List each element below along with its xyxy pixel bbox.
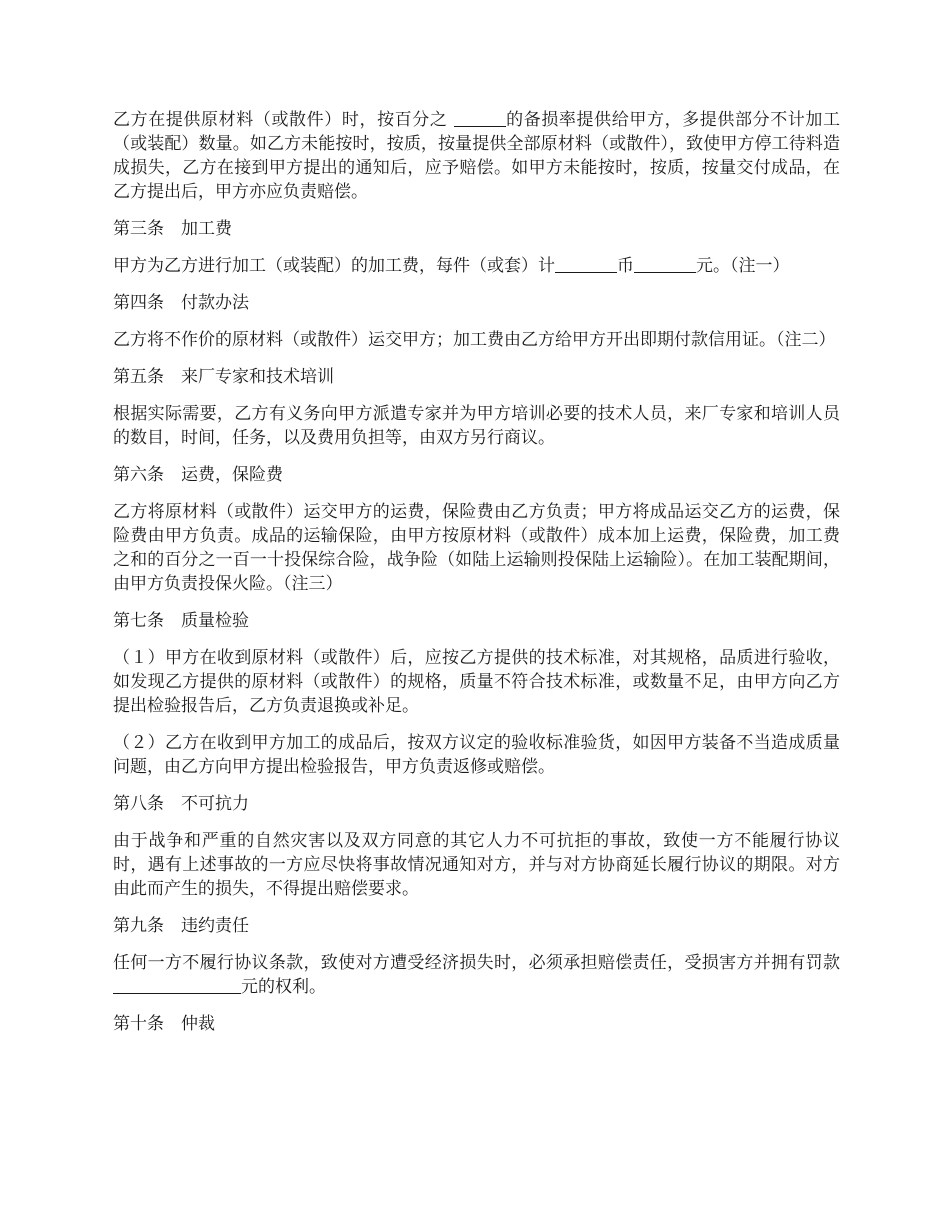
article-6-heading: 第六条 运费，保险费 [113, 465, 283, 485]
article-5-heading: 第五条 来厂专家和技术培训 [113, 367, 334, 387]
article-9-paragraph [113, 951, 840, 999]
article-3-text-part-3: 元。（注一） [696, 256, 790, 276]
article-9-text-part-2: 元的权利。 [241, 977, 326, 997]
article-2-text-part-1: 乙方在提供原材料（或散件）时，按百分之 [113, 110, 454, 130]
article-8-paragraph: 由于战争和严重的自然灾害以及双方同意的其它人力不可抗拒的事故，致使一方不能履行协议时，遇有上述事故的一方应尽快将事故情况通知对方，并与对方协商延长履行协议的期限。对方由此而产生的损失，不得提出赔偿要求。 [113, 831, 840, 899]
article-2-continuation-paragraph [113, 108, 840, 204]
article-3-text-part-1: 甲方为乙方进行加工（或装配）的加工费，每件（或套）计 [113, 256, 555, 276]
article-9-text-part-1: 任何一方不履行协议条款，致使对方遭受经济损失时，必须承担赔偿责任，受损害方并拥有罚款 [113, 953, 840, 973]
article-7-clause-2: （２）乙方在收到甲方加工的成品后，按双方议定的验收标准验货，如因甲方装备不当造成质量问题，由乙方向甲方提出检验报告，甲方负责返修或赔偿。 [113, 733, 840, 777]
article-3-paragraph [113, 254, 840, 278]
article-4-heading: 第四条 付款办法 [113, 293, 249, 313]
blank-currency-field [555, 256, 617, 273]
article-2-text-part-2: 的备损率提供给甲方，多提供部分不计加工（或装配）数量。如乙方未能按时，按质，按量提供全部原材料（或散件），致使甲方停工待料造成损失，乙方在接到甲方提出的通知后，应予赔偿。如甲方未能按时，按质，按量交付成品，在乙方提出后，甲方亦应负责赔偿。 [113, 110, 841, 202]
article-3-text-part-2: 币 [617, 256, 634, 276]
article-4-paragraph: 乙方将不作价的原材料（或散件）运交甲方；加工费由乙方给甲方开出即期付款信用证。（注二） [113, 330, 836, 350]
blank-loss-rate-field [454, 110, 506, 127]
article-6-paragraph: 乙方将原材料（或散件）运交甲方的运费，保险费由乙方负责；甲方将成品运交乙方的运费，保险费由甲方负责。成品的运输保险，由甲方按原材料（或散件）成本加上运费，保险费，加工费之和的百分之一百一十投保综合险，战争险（如陆上运输则投保陆上运输险）。在加工装配期间，由甲方负责投保火险。（注三） [113, 502, 840, 594]
article-8-heading: 第八条 不可抗力 [113, 794, 249, 814]
article-5-paragraph: 根据实际需要，乙方有义务向甲方派遣专家并为甲方培训必要的技术人员，来厂专家和培训人员的数目，时间，任务，以及费用负担等，由双方另行商议。 [113, 404, 840, 448]
blank-amount-field [634, 256, 696, 273]
blank-penalty-field [113, 977, 241, 994]
article-7-heading: 第七条 质量检验 [113, 611, 249, 631]
article-9-heading: 第九条 违约责任 [113, 916, 249, 936]
contract-document [113, 108, 840, 1049]
article-3-heading: 第三条 加工费 [113, 219, 232, 239]
article-10-heading: 第十条 仲裁 [113, 1014, 215, 1034]
article-7-clause-1: （１）甲方在收到原材料（或散件）后，应按乙方提供的技术标准，对其规格，品质进行验收，如发现乙方提供的原材料（或散件）的规格，质量不符合技术标准，或数量不足，由甲方向乙方提出检验报告后，乙方负责退换或补足。 [113, 648, 840, 716]
